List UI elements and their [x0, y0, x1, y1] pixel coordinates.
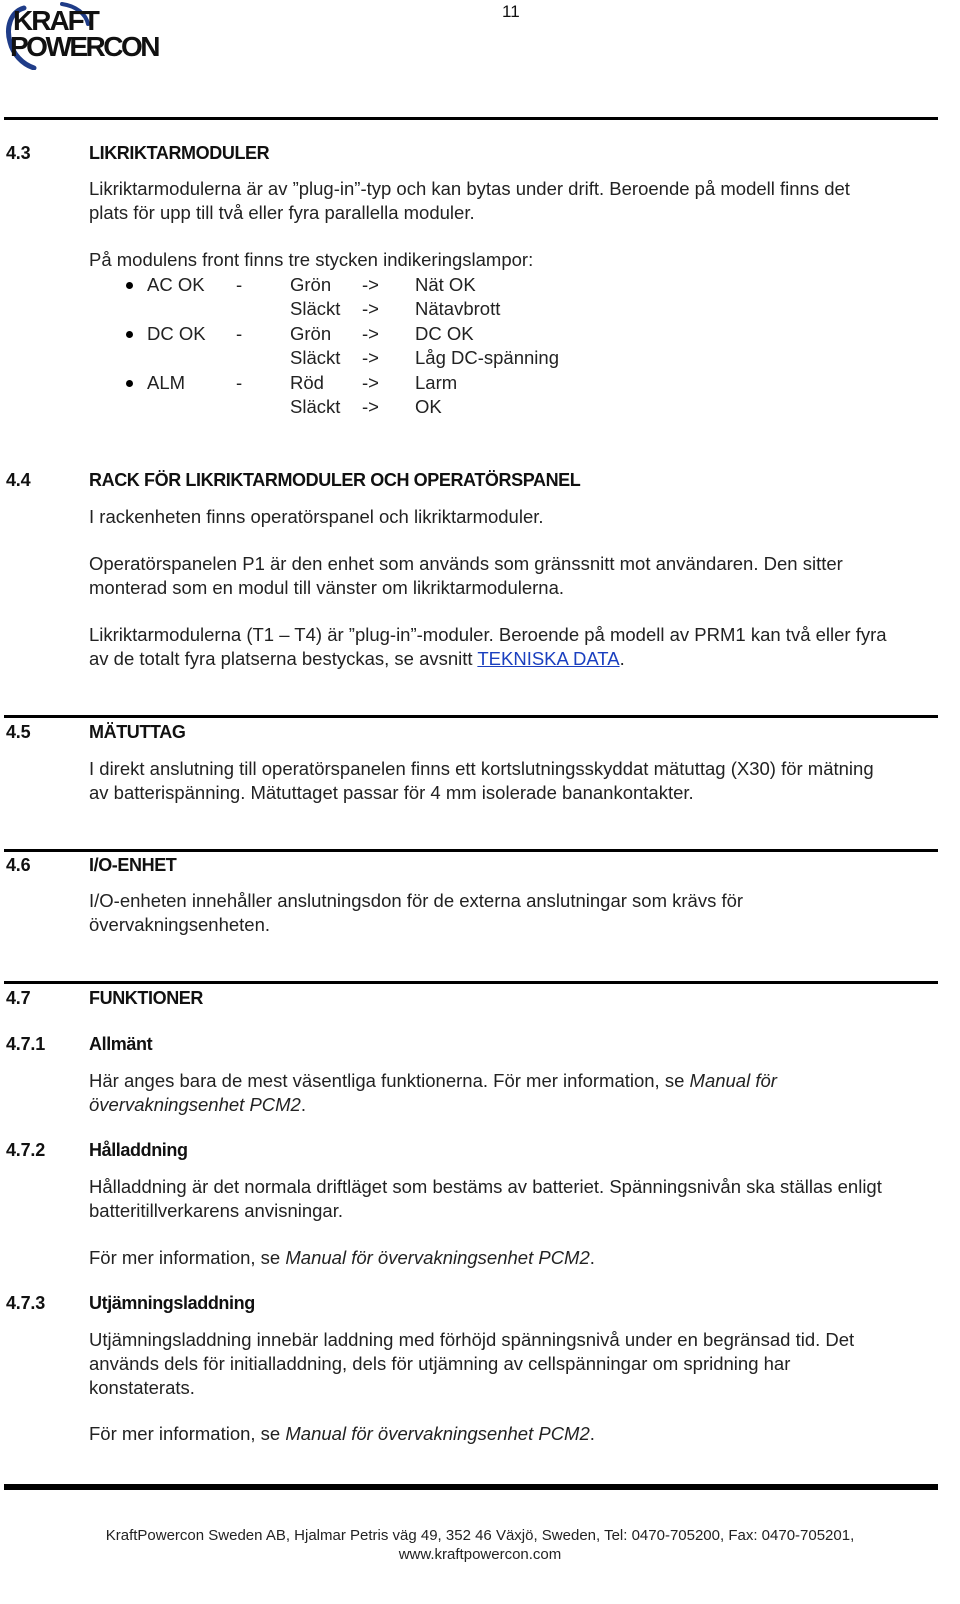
lamp-meaning: Larm — [415, 372, 458, 393]
lamp-arrow: -> — [362, 298, 379, 319]
paragraph-line: Likriktarmodulerna (T1 – T4) är ”plug-in”-moduler. Beroende på modell av PRM1 kan två eller fyra — [89, 624, 887, 645]
paragraph-text: . — [589, 1247, 595, 1268]
lamp-arrow: -> — [362, 323, 379, 344]
manual-reference: Manual för — [689, 1070, 777, 1091]
paragraph-text: För mer information, se — [89, 1247, 286, 1268]
lamp-dash: - — [236, 274, 243, 295]
paragraph-text: . — [589, 1423, 595, 1444]
lamp-meaning: OK — [415, 396, 442, 417]
bullet-icon — [126, 331, 133, 338]
manual-reference: Manual för övervakningsenhet PCM2 — [285, 1247, 590, 1268]
lamp-state: Släckt — [290, 396, 341, 417]
page-number: 11 — [502, 2, 520, 21]
paragraph-text: Här anges bara de mest väsentliga funktionerna. För mer information, se — [89, 1070, 690, 1091]
section-title: I/O-ENHET — [89, 855, 177, 875]
paragraph-line: På modulens front finns tre stycken indikeringslampor: — [89, 249, 534, 270]
lamp-meaning: Låg DC-spänning — [415, 347, 559, 368]
paragraph-line: Operatörspanelen P1 är den enhet som används som gränssnitt mot användaren. Den sitter — [89, 553, 843, 574]
subsection-number: 4.7.2 — [6, 1140, 46, 1160]
section-title: FUNKTIONER — [89, 988, 203, 1008]
section-number: 4.3 — [6, 143, 31, 163]
lamp-meaning: DC OK — [415, 323, 474, 344]
paragraph-line — [89, 1422, 939, 1446]
lamp-meaning: Nät OK — [415, 274, 476, 295]
paragraph-line: av batterispänning. Mätuttaget passar för 4 mm isolerade banankontakter. — [89, 782, 694, 803]
lamp-name: ALM — [147, 372, 186, 393]
kraftpowercon-logo — [4, 2, 176, 70]
section-number: 4.4 — [6, 470, 31, 490]
lamp-meaning: Nätavbrott — [415, 298, 501, 319]
subsection-number: 4.7.1 — [6, 1034, 46, 1054]
paragraph-line: Likriktarmodulerna är av ”plug-in”-typ och kan bytas under drift. Beroende på modell finns det — [89, 178, 850, 199]
lamp-state: Grön — [290, 274, 332, 295]
paragraph-line — [89, 1069, 939, 1093]
lamp-name: DC OK — [147, 323, 206, 344]
lamp-state: Släckt — [290, 347, 341, 368]
logo-text-powercon: POWERCON — [10, 31, 158, 62]
paragraph-line — [89, 647, 939, 671]
footer-divider — [4, 1484, 938, 1490]
paragraph-line: I rackenheten finns operatörspanel och likriktarmoduler. — [89, 506, 544, 527]
lamp-arrow: -> — [362, 396, 379, 417]
subsection-title: Allmänt — [89, 1034, 153, 1054]
lamp-name: AC OK — [147, 274, 205, 295]
manual-reference: övervakningsenhet PCM2 — [89, 1094, 301, 1115]
paragraph-text: . — [619, 648, 625, 669]
lamp-arrow: -> — [362, 372, 379, 393]
tekniska-data-link[interactable]: TEKNISKA DATA — [477, 648, 620, 669]
bullet-icon — [126, 282, 133, 289]
subsection-title: Utjämningsladdning — [89, 1293, 255, 1313]
section-title: RACK FÖR LIKRIKTARMODULER OCH OPERATÖRSPANEL — [89, 470, 581, 490]
paragraph-line — [89, 1093, 939, 1117]
paragraph-line — [89, 1246, 939, 1270]
section-title: LIKRIKTARMODULER — [89, 143, 270, 163]
paragraph-line: plats för upp till två eller fyra parallella moduler. — [89, 202, 475, 223]
subsection-title: Hålladdning — [89, 1140, 188, 1160]
subsection-number: 4.7.3 — [6, 1293, 46, 1313]
lamp-arrow: -> — [362, 347, 379, 368]
section-divider — [4, 981, 938, 984]
paragraph-text: . — [300, 1094, 306, 1115]
paragraph-text: av de totalt fyra platserna bestyckas, se avsnitt — [89, 648, 478, 669]
bullet-icon — [126, 380, 133, 387]
paragraph-line: batteritillverkarens anvisningar. — [89, 1200, 343, 1221]
lamp-state: Släckt — [290, 298, 341, 319]
section-title: MÄTUTTAG — [89, 722, 186, 742]
section-divider — [4, 849, 938, 852]
paragraph-line: övervakningsenheten. — [89, 914, 271, 935]
lamp-dash: - — [236, 323, 243, 344]
lamp-arrow: -> — [362, 274, 379, 295]
paragraph-line: konstaterats. — [89, 1377, 195, 1398]
paragraph-line: Utjämningsladdning innebär laddning med förhöjd spänningsnivå under en begränsad tid. Det — [89, 1329, 855, 1350]
paragraph-line: används dels för initialladdning, dels för utjämning av cellspänningar om spridning har — [89, 1353, 791, 1374]
footer-website: www.kraftpowercon.com — [398, 1546, 562, 1563]
section-number: 4.5 — [6, 722, 31, 742]
logo-text-kraft: KRAFT — [13, 5, 98, 36]
section-number: 4.7 — [6, 988, 31, 1008]
footer-address: KraftPowercon Sweden AB, Hjalmar Petris väg 49, 352 46 Växjö, Sweden, Tel: 0470-705200, Fax: 0470-705201, — [105, 1527, 855, 1544]
section-number: 4.6 — [6, 855, 31, 875]
paragraph-line: I/O-enheten innehåller anslutningsdon för de externa anslutningar som krävs för — [89, 890, 744, 911]
paragraph-line: monterad som en modul till vänster om likriktarmodulerna. — [89, 577, 565, 598]
lamp-state: Röd — [290, 372, 324, 393]
lamp-state: Grön — [290, 323, 332, 344]
manual-reference: Manual för övervakningsenhet PCM2 — [285, 1423, 590, 1444]
paragraph-text: För mer information, se — [89, 1423, 286, 1444]
paragraph-line: I direkt anslutning till operatörspanelen finns ett kortslutningsskyddat mätuttag (X30) för mätning — [89, 758, 874, 779]
section-divider — [4, 117, 938, 120]
lamp-dash: - — [236, 372, 243, 393]
paragraph-line: Hålladdning är det normala driftläget som bestäms av batteriet. Spänningsnivån ska ställas enligt — [89, 1176, 882, 1197]
section-divider — [4, 715, 938, 718]
